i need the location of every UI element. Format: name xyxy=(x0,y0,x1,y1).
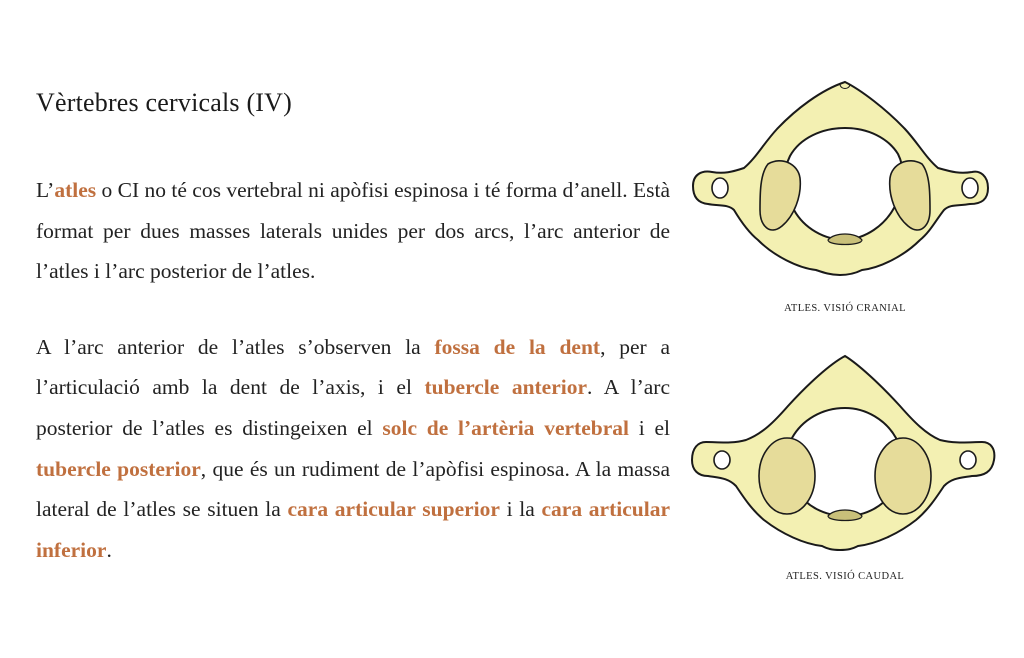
cara-articular-inferior-left xyxy=(759,438,815,514)
text-run: , per a l’articulació amb la dent de l’axis, i el xyxy=(36,334,671,400)
atlas-cranial-figure xyxy=(690,76,1000,286)
term-atles: atles xyxy=(54,178,97,202)
text-run: . A l’arc posterior de l’atles es distingeixen el xyxy=(36,375,670,440)
fossa-de-la-dent-mark xyxy=(828,234,862,245)
term-tubercle-posterior: tubercle posterior xyxy=(36,456,201,481)
text-run: . xyxy=(106,537,112,562)
text-run: , que és un rudiment de l’apòfisi espinosa. A la massa lateral de l’atles se situen la xyxy=(36,456,670,522)
term-cara-articular-inferior: cara articular inferior xyxy=(36,497,670,562)
term-solc-arteria-vertebral: solc de l’artèria vertebral xyxy=(382,415,629,440)
page-title: Vèrtebres cervicals (IV) xyxy=(36,88,292,117)
atlas-caudal-figure xyxy=(690,350,1000,560)
caption-cranial-view: ATLES. VISIÓ CRANIAL xyxy=(784,303,906,314)
foramen-transversari-left xyxy=(712,178,728,198)
term-fossa-de-la-dent: fossa de la dent xyxy=(434,334,601,359)
foramen-transversari-right xyxy=(962,178,978,198)
text-run: A l’arc anterior de l’atles s’observen la xyxy=(36,334,435,359)
text-run: i la xyxy=(499,497,542,522)
foramen-transversari-left xyxy=(714,451,730,469)
atlas-caudal-illustration xyxy=(690,350,1000,560)
text-run: L’ xyxy=(36,178,55,202)
paragraph-atles-parts xyxy=(36,327,670,571)
cara-articular-inferior-right xyxy=(875,438,931,514)
fossa-caudal-mark xyxy=(828,510,862,521)
text-run: o CI no té cos vertebral ni apòfisi espinosa i té forma d’anell. Està format per dues masses laterals unides per dos arcs, l’arc anterior de l’atles i l’arc posterior de l’atles. xyxy=(36,178,670,284)
text-run: i el xyxy=(628,415,670,440)
paragraph-atles-description xyxy=(36,170,670,292)
foramen-transversari-right xyxy=(960,451,976,469)
atlas-cranial-illustration xyxy=(690,76,1000,286)
body-text xyxy=(36,170,670,605)
term-tubercle-anterior: tubercle anterior xyxy=(424,375,588,400)
term-cara-articular-superior: cara articular superior xyxy=(287,497,500,522)
caption-caudal-view: ATLES. VISIÓ CAUDAL xyxy=(785,571,905,582)
